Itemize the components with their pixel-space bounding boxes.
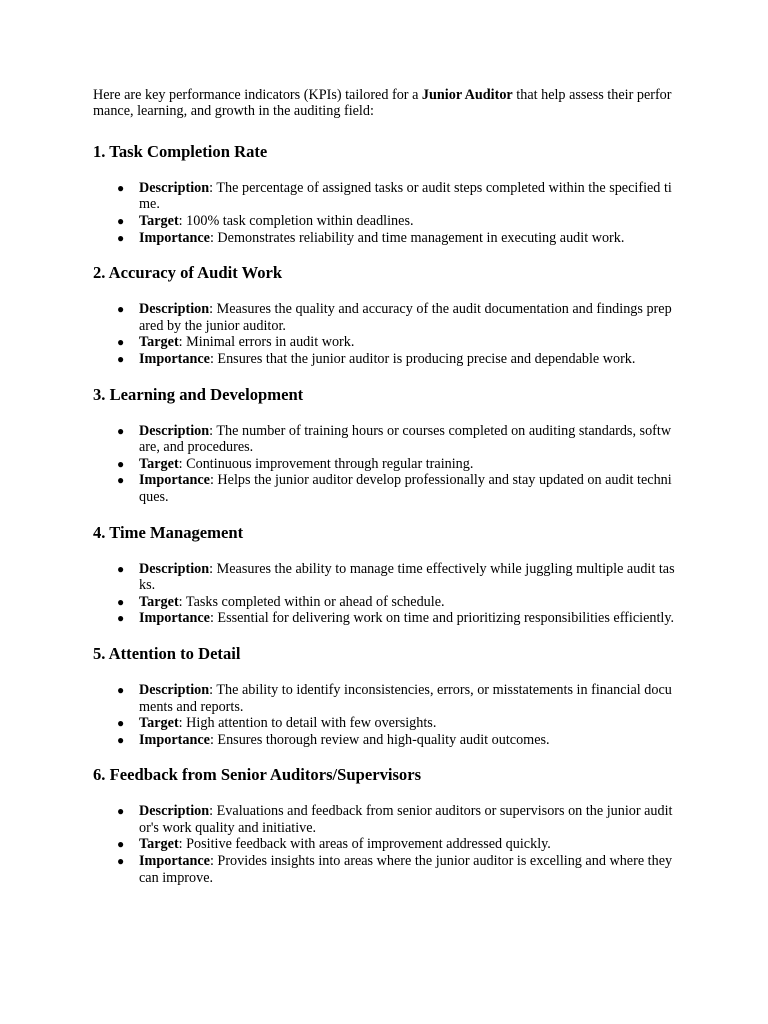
bullet-icon: ● xyxy=(117,302,125,317)
item-term: Importance xyxy=(139,853,210,870)
bullet-icon: ● xyxy=(117,732,125,747)
list-item xyxy=(117,593,675,611)
bullet-icon: ● xyxy=(117,230,125,245)
bullet-icon: ● xyxy=(117,351,125,366)
list-item xyxy=(117,213,675,230)
section-heading: 6. Feedback from Senior Auditors/Supervisors xyxy=(93,765,422,785)
item-term: Description xyxy=(139,681,210,698)
item-term: Target xyxy=(139,334,179,351)
item-text: : Measures the quality and accuracy of the audit documentation and findings prepared by the junior auditor. xyxy=(139,301,672,334)
kpi-list xyxy=(93,180,675,246)
list-item xyxy=(117,334,675,351)
item-text: : Ensures that the junior auditor is producing precise and dependable work. xyxy=(209,350,636,367)
list-item xyxy=(117,836,675,853)
item-text: : Helps the junior auditor develop professionally and stay updated on audit techniques. xyxy=(139,472,672,505)
item-term: Description xyxy=(139,179,210,196)
section-heading: 4. Time Management xyxy=(93,522,244,542)
section-heading: 3. Learning and Development xyxy=(93,384,304,404)
kpi-section-time-management xyxy=(93,523,675,627)
item-term: Importance xyxy=(139,350,210,367)
item-text: : 100% task completion within deadlines. xyxy=(178,213,414,229)
bullet-icon: ● xyxy=(117,594,125,609)
list-item xyxy=(117,731,675,749)
kpi-list xyxy=(93,561,675,627)
bullet-icon: ● xyxy=(117,682,125,697)
item-text: : High attention to detail with few oversights. xyxy=(178,715,437,732)
intro-paragraph xyxy=(93,87,675,120)
bullet-icon: ● xyxy=(117,854,125,869)
kpi-list xyxy=(93,423,675,506)
list-item xyxy=(117,350,675,368)
item-term: Description xyxy=(139,301,210,318)
intro-role-name: Junior Auditor xyxy=(421,87,513,103)
list-item xyxy=(117,455,675,473)
kpi-section-accuracy xyxy=(93,263,675,367)
list-item xyxy=(117,560,675,594)
list-item xyxy=(117,229,675,247)
item-text: : Evaluations and feedback from senior auditors or supervisors on the junior auditor's work quality and initiative. xyxy=(139,803,673,836)
item-term: Target xyxy=(139,593,179,610)
item-term: Target xyxy=(139,715,179,732)
section-heading: 1. Task Completion Rate xyxy=(93,141,268,161)
item-text: : Continuous improvement through regular training. xyxy=(178,455,474,472)
item-term: Importance xyxy=(139,731,210,748)
list-item xyxy=(117,681,675,715)
kpi-section-feedback xyxy=(93,765,675,886)
item-text: : Provides insights into areas where the junior auditor is excelling and where they can improve. xyxy=(139,853,673,886)
item-text: : The number of training hours or courses completed on auditing standards, software, and procedures. xyxy=(139,422,672,456)
list-item xyxy=(117,472,675,505)
section-heading: 5. Attention to Detail xyxy=(93,643,241,663)
bullet-icon: ● xyxy=(117,611,125,626)
bullet-icon: ● xyxy=(117,561,125,576)
bullet-icon: ● xyxy=(117,456,125,471)
list-item xyxy=(117,853,675,886)
list-item xyxy=(117,422,675,456)
list-item xyxy=(117,610,675,627)
item-text: : Essential for delivering work on time and prioritizing responsibilities efficiently. xyxy=(209,610,675,627)
bullet-icon: ● xyxy=(117,423,125,438)
section-heading: 2. Accuracy of Audit Work xyxy=(93,263,283,283)
bullet-icon: ● xyxy=(117,180,125,195)
intro-text-after: that help assess their performance, learning, and growth in the auditing field: xyxy=(93,87,672,120)
bullet-icon: ● xyxy=(117,335,125,350)
item-term: Description xyxy=(139,803,210,820)
bullet-icon: ● xyxy=(117,804,125,819)
kpi-list xyxy=(93,803,675,886)
item-term: Description xyxy=(139,560,210,577)
list-item xyxy=(117,301,675,334)
item-text: : Positive feedback with areas of improvement addressed quickly. xyxy=(178,836,551,853)
item-text: : Measures the ability to manage time effectively while juggling multiple audit tasks. xyxy=(139,560,675,594)
item-term: Importance xyxy=(139,229,210,246)
list-item xyxy=(117,715,675,732)
item-term: Target xyxy=(139,836,179,853)
list-item xyxy=(117,179,675,213)
item-term: Importance xyxy=(139,472,210,489)
item-term: Target xyxy=(139,213,179,229)
item-term: Importance xyxy=(139,610,210,627)
kpi-section-task-completion xyxy=(93,142,675,246)
item-text: : Demonstrates reliability and time management in executing audit work. xyxy=(209,229,625,246)
item-text: : The percentage of assigned tasks or audit steps completed within the specified time. xyxy=(139,179,672,213)
list-item xyxy=(117,803,675,836)
item-text: : The ability to identify inconsistencies, errors, or misstatements in financial documents and reports. xyxy=(139,681,672,715)
kpi-list xyxy=(93,301,675,367)
bullet-icon: ● xyxy=(117,716,125,731)
kpi-section-attention-to-detail xyxy=(93,644,675,748)
kpi-section-learning xyxy=(93,385,675,506)
bullet-icon: ● xyxy=(117,837,125,852)
kpi-list xyxy=(93,682,675,748)
item-text: : Ensures thorough review and high-quality audit outcomes. xyxy=(209,731,550,748)
item-text: : Tasks completed within or ahead of schedule. xyxy=(178,593,445,610)
intro-text-before: Here are key performance indicators (KPIs) tailored for a xyxy=(93,87,422,103)
bullet-icon: ● xyxy=(117,473,125,488)
item-term: Target xyxy=(139,455,179,472)
bullet-icon: ● xyxy=(117,214,125,228)
item-term: Description xyxy=(139,422,210,439)
item-text: : Minimal errors in audit work. xyxy=(178,334,355,351)
